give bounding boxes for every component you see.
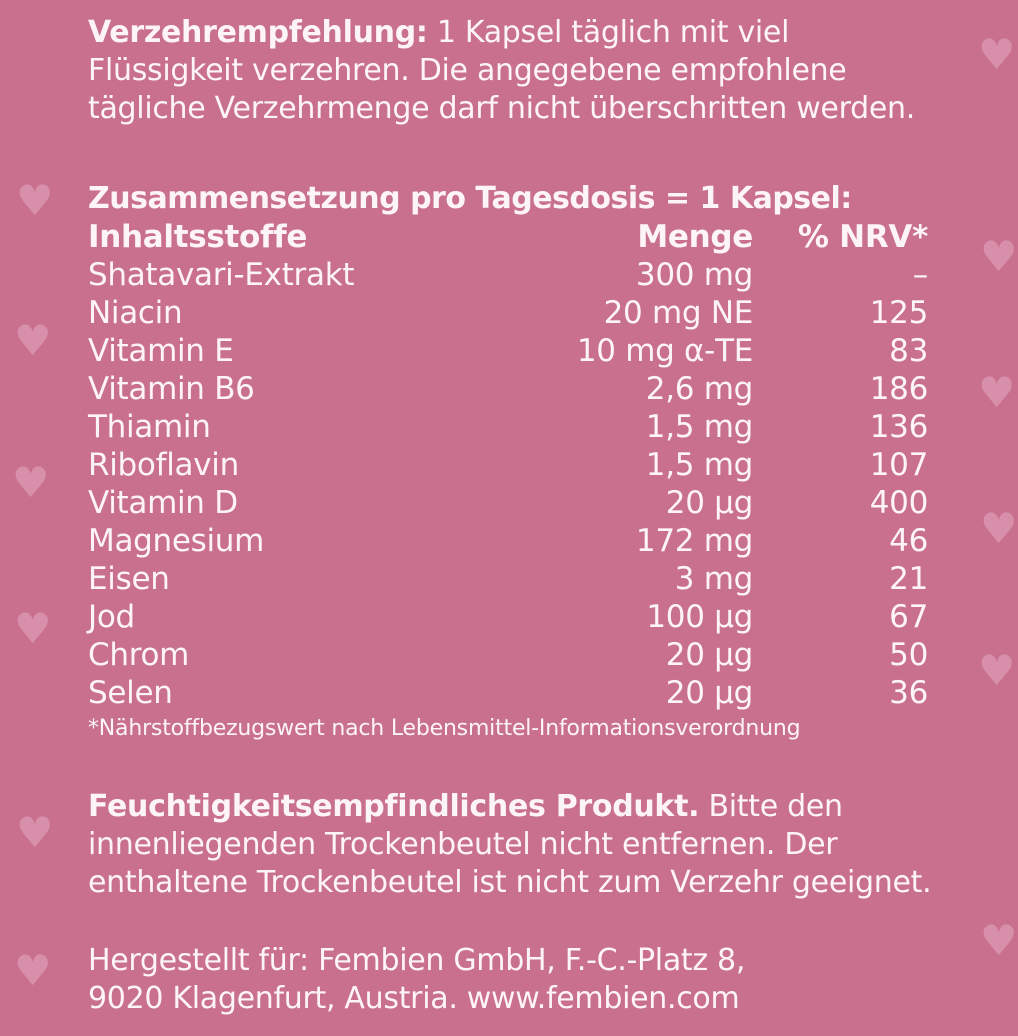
ingredient-name: Niacin (88, 295, 183, 331)
heart-icon: ♥ (14, 316, 52, 365)
table-row (88, 408, 928, 446)
nrv-footnote: *Nährstoffbezugswert nach Lebensmittel-Informationsverordnung (88, 716, 801, 741)
ingredient-amount: 20 µg (665, 485, 753, 521)
ingredient-nrv: 400 (869, 485, 928, 521)
heart-icon: ♥ (978, 646, 1016, 695)
label-text (88, 14, 948, 1018)
ingredient-name: Vitamin B6 (88, 371, 255, 407)
table-row (88, 598, 928, 636)
ingredient-name: Vitamin D (88, 485, 238, 521)
table-header-row (88, 218, 928, 256)
moisture-text: Bitte den innenliegenden Trockenbeutel nicht entfernen. Der enthaltene Trockenbeutel ist nicht zum Verzehr geeignet. (88, 789, 932, 900)
ingredient-nrv: 186 (869, 371, 928, 407)
heart-icon: ♥ (14, 604, 52, 653)
table-row (88, 446, 928, 484)
header-ingredient: Inhaltsstoffe (88, 219, 308, 255)
manufacturer-block (88, 942, 948, 1018)
ingredient-name: Eisen (88, 561, 170, 597)
ingredient-amount: 1,5 mg (645, 447, 753, 483)
ingredient-amount: 20 mg NE (603, 295, 753, 331)
manufacturer-line-2: 9020 Klagenfurt, Austria. www.fembien.com (88, 981, 740, 1016)
ingredient-name: Chrom (88, 637, 190, 673)
ingredient-amount: 2,6 mg (645, 371, 753, 407)
heart-icon: ♥ (980, 504, 1018, 553)
ingredient-nrv: 50 (889, 637, 928, 673)
header-amount: Menge (637, 219, 753, 255)
nutrient-table (88, 218, 928, 712)
ingredient-name: Thiamin (88, 409, 211, 445)
table-row (88, 560, 928, 598)
ingredient-name: Magnesium (88, 523, 265, 559)
moisture-label: Feuchtigkeitsempfindliches Produkt. (88, 789, 700, 824)
table-row (88, 332, 928, 370)
ingredient-name: Selen (88, 675, 173, 711)
heart-icon: ♥ (12, 458, 50, 507)
moisture-paragraph (88, 788, 948, 902)
ingredient-nrv: 136 (869, 409, 928, 445)
heart-icon: ♥ (978, 368, 1016, 417)
ingredient-nrv: 21 (889, 561, 928, 597)
ingredient-name: Riboflavin (88, 447, 239, 483)
ingredient-nrv: 107 (869, 447, 928, 483)
heart-icon: ♥ (16, 176, 54, 225)
usage-paragraph (88, 14, 948, 128)
manufacturer-line-1: Hergestellt für: Fembien GmbH, F.-C.-Platz 8, (88, 943, 746, 978)
ingredient-nrv: – (912, 257, 928, 293)
table-row (88, 522, 928, 560)
ingredient-amount: 10 mg α-TE (576, 333, 753, 369)
heart-icon: ♥ (978, 30, 1016, 79)
ingredient-amount: 100 µg (646, 599, 753, 635)
table-row (88, 370, 928, 408)
table-row (88, 294, 928, 332)
table-row (88, 636, 928, 674)
table-row (88, 484, 928, 522)
table-row (88, 256, 928, 294)
ingredient-name: Jod (88, 599, 135, 635)
ingredient-name: Shatavari-Extrakt (88, 257, 355, 293)
ingredient-name: Vitamin E (88, 333, 234, 369)
ingredient-nrv: 67 (889, 599, 928, 635)
ingredient-amount: 3 mg (674, 561, 753, 597)
header-nrv: % NRV* (797, 219, 928, 255)
ingredient-nrv: 36 (889, 675, 928, 711)
ingredient-amount: 300 mg (635, 257, 753, 293)
heart-icon: ♥ (14, 946, 52, 995)
heart-icon: ♥ (16, 808, 54, 857)
ingredient-nrv: 83 (889, 333, 928, 369)
ingredient-amount: 172 mg (635, 523, 753, 559)
ingredient-amount: 1,5 mg (645, 409, 753, 445)
composition-title: Zusammensetzung pro Tagesdosis = 1 Kapsel: (88, 181, 852, 216)
usage-label: Verzehrempfehlung: (88, 15, 428, 50)
ingredient-nrv: 125 (869, 295, 928, 331)
ingredient-amount: 20 µg (665, 637, 753, 673)
heart-icon: ♥ (980, 916, 1018, 965)
ingredient-nrv: 46 (889, 523, 928, 559)
heart-icon: ♥ (980, 232, 1018, 281)
table-row (88, 674, 928, 712)
ingredient-amount: 20 µg (665, 675, 753, 711)
usage-text: 1 Kapsel täglich mit viel Flüssigkeit verzehren. Die angegebene empfohlene tägliche Verzehrmenge darf nicht überschritten werden. (88, 15, 915, 126)
